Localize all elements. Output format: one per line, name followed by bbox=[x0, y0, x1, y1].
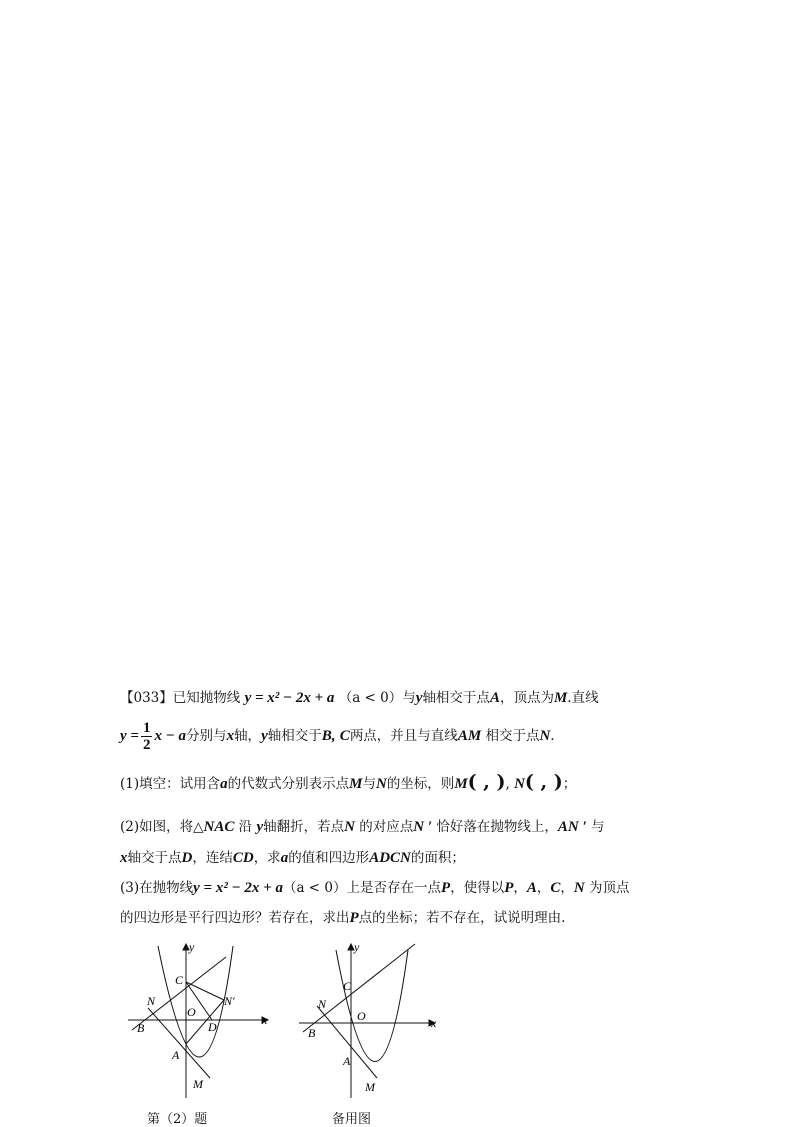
problem-line-1 bbox=[120, 686, 599, 707]
label-N-prime: N′ bbox=[224, 994, 235, 1008]
frac-num: 1 bbox=[142, 720, 151, 736]
condition: （a < 0） bbox=[282, 880, 347, 896]
comma: , bbox=[505, 776, 510, 792]
label-B: B bbox=[137, 1021, 145, 1035]
point-M: M bbox=[454, 776, 468, 792]
line-lhs: y = bbox=[120, 728, 139, 744]
text: 的坐标，则 bbox=[386, 776, 455, 792]
label-C: C bbox=[343, 979, 352, 993]
point-D: D bbox=[181, 850, 193, 866]
label-M: M bbox=[193, 1077, 203, 1091]
point-N: N bbox=[539, 728, 551, 744]
point-P: P bbox=[349, 910, 359, 926]
triangle-symbol: △ bbox=[193, 819, 204, 835]
text: 相交于点 bbox=[485, 728, 540, 744]
text: 的面积； bbox=[410, 850, 465, 866]
label-y: y bbox=[189, 940, 195, 954]
text: 为顶点 bbox=[589, 880, 630, 896]
point-N: N bbox=[375, 776, 387, 792]
text: 的四边形是平行四边形？若存在，求出 bbox=[120, 910, 350, 926]
period: . bbox=[550, 728, 555, 744]
var-a: a bbox=[220, 776, 228, 792]
var-x: x bbox=[226, 728, 235, 744]
label-y: y bbox=[354, 940, 360, 954]
parabola-equation: y = x² − 2x + a bbox=[244, 690, 335, 706]
label-x: x bbox=[431, 1016, 437, 1030]
text: 轴相交于 bbox=[267, 728, 322, 744]
point-P: P bbox=[504, 880, 514, 896]
label-N: N bbox=[318, 997, 327, 1011]
figure-2-caption: 备用图 bbox=[332, 1112, 372, 1127]
point-C: C bbox=[339, 728, 350, 744]
text: ； bbox=[562, 776, 577, 792]
figure-2 bbox=[293, 938, 453, 1104]
text: (3)在抛物线 bbox=[120, 880, 194, 896]
figure-1 bbox=[120, 938, 280, 1104]
problem-line-2 bbox=[120, 720, 555, 753]
text: ，求 bbox=[253, 850, 281, 866]
text: 恰好落在抛物线上， bbox=[436, 819, 558, 835]
label-x: x bbox=[262, 1013, 268, 1027]
point-N-prime: N ′ bbox=[413, 819, 433, 835]
label-D: D bbox=[208, 1020, 217, 1034]
problem-line-7 bbox=[120, 906, 565, 927]
text: 的代数式分别表示点 bbox=[227, 776, 350, 792]
point-A: A bbox=[489, 690, 500, 706]
line-AM bbox=[148, 1008, 210, 1078]
point-B: B bbox=[321, 728, 332, 744]
var-a: a bbox=[280, 850, 289, 866]
text: 沿 bbox=[238, 819, 253, 835]
text: ，使得以 bbox=[450, 880, 505, 896]
problem-line-6 bbox=[120, 876, 630, 897]
text: 已知抛物线 bbox=[172, 690, 241, 706]
blank-M: ( , ) bbox=[467, 771, 506, 793]
text: 的对应点 bbox=[359, 819, 414, 835]
text: 两点，并且与直线 bbox=[349, 728, 458, 744]
text: 的值和四边形 bbox=[288, 850, 370, 866]
point-M: M bbox=[553, 690, 568, 706]
var-y: y bbox=[261, 728, 268, 744]
parabola-equation: y = x² − 2x + a bbox=[193, 880, 283, 896]
point-P: P bbox=[441, 880, 451, 896]
triangle-NAC: NAC bbox=[203, 819, 235, 835]
problem-line-5 bbox=[120, 846, 465, 867]
point-M: M bbox=[349, 776, 363, 792]
text: 与 bbox=[402, 690, 416, 706]
text: 点的坐标；若不存在，试说明理由. bbox=[358, 910, 566, 926]
point-C: C bbox=[550, 880, 561, 896]
problem-line-3 bbox=[120, 771, 576, 793]
text: 与 bbox=[362, 776, 376, 792]
var-y: y bbox=[256, 819, 264, 835]
text: .直线 bbox=[567, 690, 599, 706]
segment-CD: CD bbox=[232, 850, 254, 866]
problem-line-4 bbox=[120, 815, 604, 836]
text: ，顶点为 bbox=[499, 690, 554, 706]
text: ， bbox=[536, 880, 551, 896]
label-M: M bbox=[365, 1080, 375, 1094]
point-N: N bbox=[344, 819, 355, 835]
figure-1-caption: 第（2）题 bbox=[147, 1112, 208, 1127]
text: 与 bbox=[590, 819, 605, 835]
label-B: B bbox=[308, 1026, 316, 1040]
label-O: O bbox=[357, 1009, 366, 1023]
line-AM: AM bbox=[457, 728, 482, 744]
text: 轴翻折，若点 bbox=[263, 819, 345, 835]
text: 轴， bbox=[234, 728, 262, 744]
label-O: O bbox=[187, 1005, 196, 1019]
condition: （a < 0） bbox=[338, 690, 403, 706]
comma: , bbox=[331, 728, 336, 744]
text: 上是否存在一点 bbox=[346, 880, 442, 896]
label-N: N bbox=[147, 994, 156, 1008]
point-N: N bbox=[573, 880, 585, 896]
quad-ADCN: ADCN bbox=[369, 850, 411, 866]
var-x: x bbox=[120, 850, 128, 866]
point-N: N bbox=[514, 776, 525, 792]
text: 分别与 bbox=[186, 728, 227, 744]
segment-AN-prime: AN ′ bbox=[557, 819, 587, 835]
text: ， bbox=[513, 880, 527, 896]
label-A: A bbox=[172, 1048, 180, 1062]
parabola-curve bbox=[336, 950, 408, 1062]
frac-den: 2 bbox=[142, 737, 151, 753]
text: ， bbox=[560, 880, 574, 896]
text: 轴相交于点 bbox=[422, 690, 490, 706]
line-rhs: x − a bbox=[154, 728, 187, 744]
point-A: A bbox=[526, 880, 537, 896]
text: (2)如图，将 bbox=[120, 819, 194, 835]
text: 轴交于点 bbox=[127, 850, 182, 866]
text: ，连结 bbox=[192, 850, 233, 866]
var-y: y bbox=[415, 690, 423, 706]
fraction-half bbox=[141, 720, 153, 753]
text: (1)填空：试用含 bbox=[120, 776, 221, 792]
problem-tag: 【033】 bbox=[120, 690, 173, 706]
label-A: A bbox=[343, 1054, 351, 1068]
blank-N: ( , ) bbox=[524, 771, 563, 793]
label-C: C bbox=[175, 973, 184, 987]
